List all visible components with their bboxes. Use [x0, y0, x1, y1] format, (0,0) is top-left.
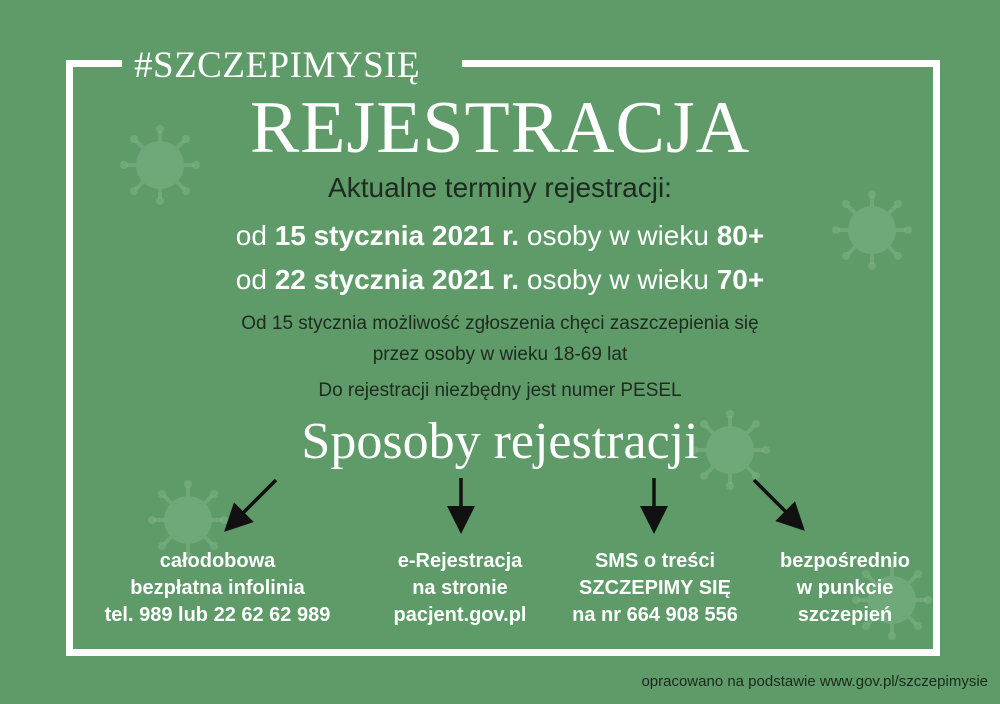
terms-header: Aktualne terminy rejestracji:	[328, 172, 672, 203]
method-line: całodobowa	[159, 550, 276, 572]
method-line: SZCZEPIMY SIĘ	[579, 577, 731, 599]
method-line: pacjent.gov.pl	[393, 604, 527, 626]
page-title: REJESTRACJA	[249, 87, 751, 169]
term-prefix: od	[235, 220, 275, 251]
term-middle: osoby w wieku	[519, 220, 717, 251]
arrow-down-left-icon	[234, 480, 276, 522]
method-line: e-Rejestracja	[397, 550, 523, 572]
term-age: 70+	[716, 264, 765, 295]
method-sms	[550, 548, 760, 629]
method-line: na nr 664 908 556	[572, 604, 738, 626]
term-age: 80+	[716, 220, 765, 251]
info-line-2: przez osoby w wieku 18-69 lat	[372, 344, 628, 365]
method-line: szczepień	[797, 604, 893, 626]
arrow-down-right-icon	[754, 480, 795, 521]
method-line: bezpośrednio	[779, 550, 910, 572]
info-line-1: Od 15 stycznia możliwość zgłoszenia chęci zaszczepienia się	[241, 313, 759, 334]
term-middle: osoby w wieku	[519, 264, 717, 295]
method-line: w punkcie	[796, 577, 894, 599]
term-date: 22 stycznia 2021 r.	[274, 264, 520, 295]
source-footer: opracowano na podstawie www.gov.pl/szczepimysie	[641, 673, 988, 690]
method-line: na stronie	[412, 577, 508, 599]
methods-title: Sposoby rejestracji	[301, 413, 699, 470]
hashtag: #SZCZEPIMYSIĘ	[134, 45, 421, 86]
method-infoline	[70, 548, 365, 629]
method-e-registration	[365, 548, 555, 629]
term-prefix: od	[235, 264, 275, 295]
method-in-person	[755, 548, 935, 629]
info-line-3: Do rejestracji niezbędny jest numer PESEL	[318, 380, 682, 401]
method-line: bezpłatna infolinia	[130, 577, 305, 599]
method-line: tel. 989 lub 22 62 62 989	[104, 604, 331, 626]
method-line: SMS o treści	[594, 550, 716, 572]
term-date: 15 stycznia 2021 r.	[274, 220, 520, 251]
